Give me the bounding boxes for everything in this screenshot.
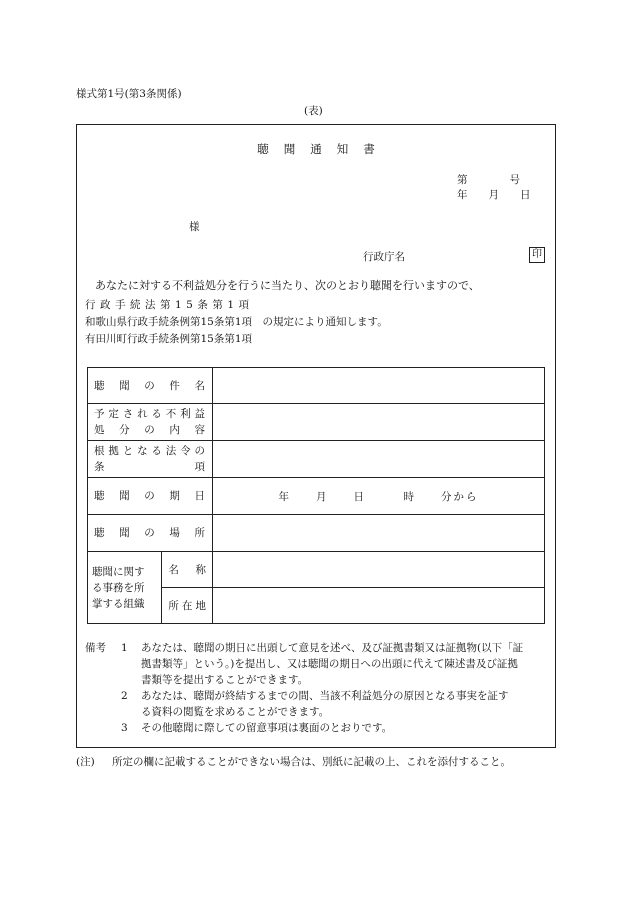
table-row: [88, 515, 545, 552]
planned-action-value: [213, 404, 545, 441]
note-text: あなたは、聴聞が終結するまでの間、当該不利益処分の原因となる事実を証す: [141, 690, 509, 702]
org-address-label: 所在地: [162, 588, 213, 624]
note-number: 2: [121, 690, 128, 702]
intro-text: あなたに対する不利益処分を行うに当たり、次のとおり聴聞を行いますので、: [95, 279, 480, 292]
date-value: 年 月 日 時 分から: [213, 478, 545, 515]
note-text: る資料の閲覧を求めることができます。: [141, 706, 330, 718]
remarks: [85, 640, 523, 736]
note-text: あなたは、聴聞の期日に出頭して意見を述べ、及び証拠書類又は証拠物(以下「証: [141, 642, 524, 654]
place-label: 聴聞の場所: [88, 515, 213, 552]
addressee-suffix: 様: [189, 221, 200, 233]
table-row: [88, 368, 545, 404]
date-label: 聴聞の期日: [88, 478, 213, 515]
subject-value: [213, 368, 545, 404]
issue-date: 年 月 日: [457, 189, 531, 201]
org-address-value: [213, 588, 545, 624]
remarks-heading: 備考: [85, 642, 106, 654]
law-line-2: 和歌山県行政手続条例第15条第1項 の規定により通知します。: [85, 316, 388, 328]
legal-basis-value: [213, 441, 545, 478]
legal-basis-label: 根拠となる法令の 条項: [88, 441, 213, 478]
page-title: 聴聞通知書: [257, 142, 390, 156]
agency-label: 行政庁名: [363, 251, 405, 263]
law-line-3: 有田川町行政手続条例第15条第1項: [85, 333, 253, 345]
note-text: その他聴聞に際しての留意事項は裏面のとおりです。: [141, 722, 393, 734]
subject-label: 聴聞の件名: [88, 368, 213, 404]
footnote-text: 所定の欄に記載することができない場合は、別紙に記載の上、これを添付すること。: [112, 756, 511, 768]
notice-form: [76, 124, 556, 748]
note-number: 1: [121, 642, 128, 654]
organization-label: 聴聞に関す る事務を所 掌する組織: [88, 552, 162, 624]
note-text: 書類等を提出することができます。: [141, 674, 309, 686]
note-number: 3: [121, 722, 128, 734]
planned-action-label: 予定される不利益 処分の内容: [88, 404, 213, 441]
hearing-details-table: [87, 367, 545, 624]
table-row: [88, 404, 545, 441]
table-row: [88, 478, 545, 515]
law-line-1: 行政手続法第15条第1項: [85, 299, 254, 311]
org-name-value: [213, 552, 545, 588]
side-label: (表): [304, 105, 323, 117]
form-number: 様式第1号(第3条関係): [76, 88, 182, 100]
org-name-label: 名称: [162, 552, 213, 588]
place-value: [213, 515, 545, 552]
note-text: 拠書類等」という。)を提出し、又は聴聞の期日への出頭に代えて陳述書及び証拠: [141, 658, 518, 670]
table-row: [88, 441, 545, 478]
footnote-mark: (注): [76, 756, 95, 768]
seal-mark: 印: [529, 247, 545, 263]
table-row: [88, 552, 545, 588]
document-number: 第 号: [457, 174, 520, 186]
